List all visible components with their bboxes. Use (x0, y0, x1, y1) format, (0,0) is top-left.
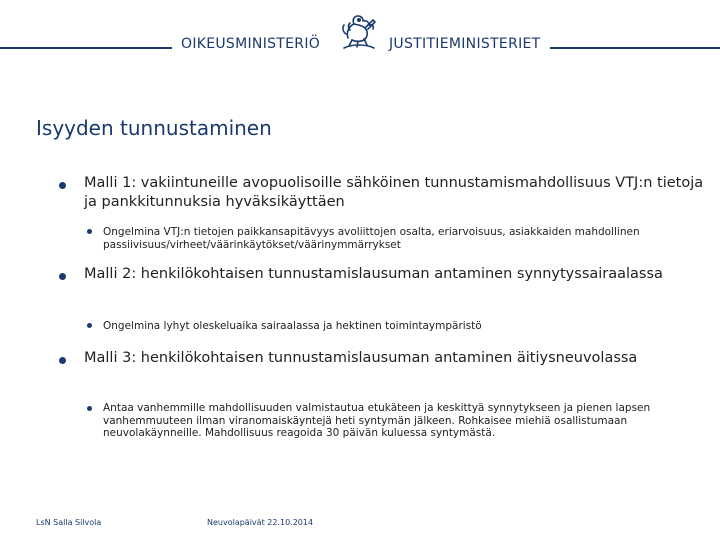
header-rule-right (550, 47, 720, 49)
ministry-name-sv: JUSTITIEMINISTERIET (389, 36, 541, 52)
header (0, 0, 720, 80)
slide-title: Isyyden tunnustaminen (36, 116, 272, 140)
list-item-1-subtext: Ongelmina VTJ:n tietojen paikkansapitävyys avoliittojen osalta, eriarvoisuus, asiakkaiden mahdollinen passiivisuus/virheet/väärinkäytökset/väärinymmärrykset (103, 226, 640, 251)
list-item-1-text: Malli 1: vakiintuneille avopuolisoille sähköinen tunnustamismahdollisuus VTJ:n tietoja ja pankkitunnuksia hyväksikäyttäen (84, 175, 704, 210)
ministry-name-fi: OIKEUSMINISTERIÖ (181, 36, 321, 52)
header-rule-left (0, 47, 172, 49)
list-item-3-subtext: Antaa vanhemmille mahdollisuuden valmistautua etukäteen ja keskittyä synnytykseen ja pienen lapsen vanhemmuuteen ilman viranomaiskäyntejä heti syntymän jälkeen. Rohkaisee miehiä osallistumaan neuvolakäynneille. Mahdollisuus reagoida 30 päivän kuluessa syntymästä. (103, 402, 651, 439)
bullet-icon (87, 406, 92, 411)
list-item-3-text: Malli 3: henkilökohtaisen tunnustamislausuman antaminen äitiysneuvolassa (84, 350, 638, 366)
list-item-2-text: Malli 2: henkilökohtaisen tunnustamislausuman antaminen synnytyssairaalassa (84, 266, 663, 282)
footer-event: Neuvolapäivät 22.10.2014 (207, 518, 314, 527)
footer-author: LsN Salla Silvola (36, 518, 102, 527)
bullet-icon (59, 357, 66, 364)
lion-coat-of-arms-icon (338, 8, 380, 52)
bullet-icon (59, 182, 66, 189)
bullet-icon (87, 323, 92, 328)
bullet-icon (59, 273, 66, 280)
list-item-2-subtext: Ongelmina lyhyt oleskeluaika sairaalassa ja hektinen toimintaympäristö (103, 320, 482, 332)
bullet-icon (87, 229, 92, 234)
